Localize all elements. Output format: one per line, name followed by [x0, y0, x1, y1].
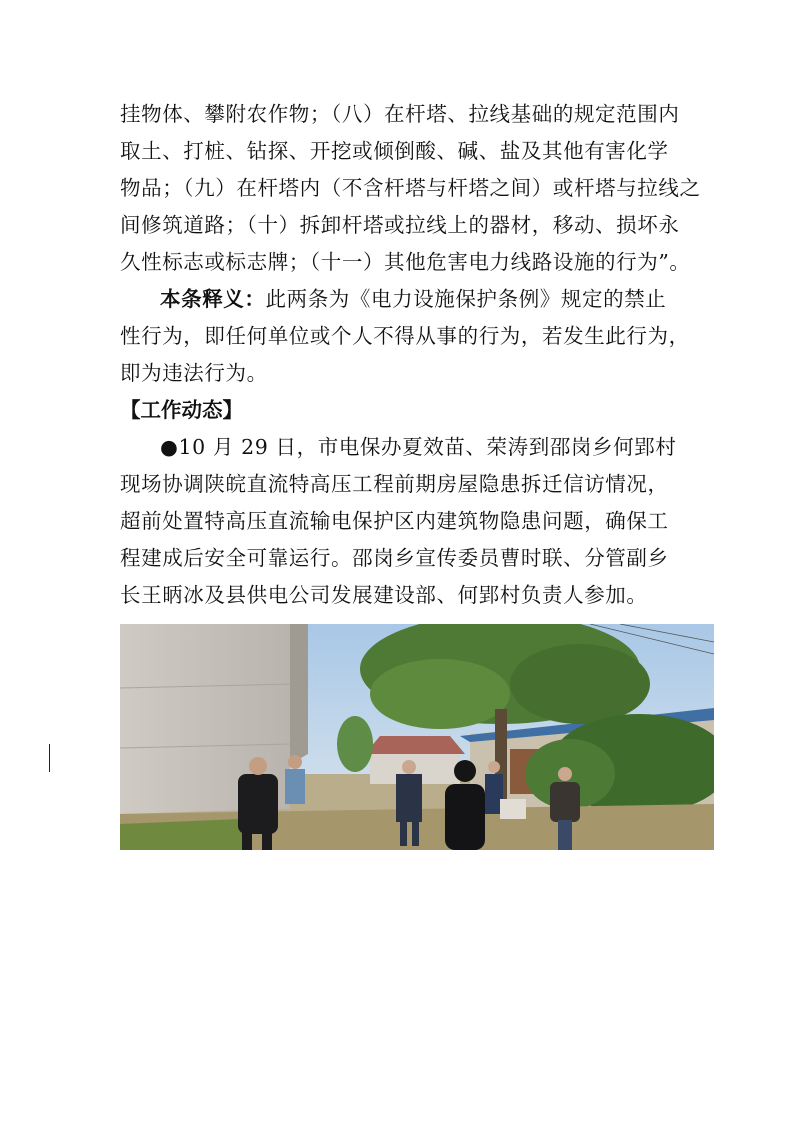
- news-text: 10 月 29 日，市电保办夏效苗、荣涛到邵岗乡何郢村: [178, 435, 677, 459]
- document-body: [120, 96, 701, 614]
- text-line: 即为违法行为。: [120, 361, 268, 385]
- site-visit-photo: [120, 624, 714, 850]
- bullet-icon: ●: [160, 435, 179, 459]
- text-cursor-mark: [49, 744, 50, 772]
- interpretation-label: 本条释义：: [160, 287, 266, 311]
- text-line: 挂物体、攀附农作物；（八）在杆塔、拉线基础的规定范围内: [120, 102, 680, 126]
- text-line: [120, 281, 680, 318]
- interpretation-text: 此两条为《电力设施保护条例》规定的禁止: [265, 287, 667, 311]
- interpretation-paragraph: [120, 281, 690, 392]
- text-line: 久性标志或标志牌；（十一）其他危害电力线路设施的行为”。: [120, 250, 691, 274]
- news-paragraph: [120, 429, 680, 614]
- text-line: 长王昞冰及县供电公司发展建设部、何郢村负责人参加。: [120, 583, 648, 607]
- text-line: 物品；（九）在杆塔内（不含杆塔与杆塔之间）或杆塔与拉线之: [120, 176, 701, 200]
- regulation-paragraph: [120, 96, 701, 281]
- text-line: 现场协调陕皖直流特高压工程前期房屋隐患拆迁信访情况，: [120, 472, 669, 496]
- text-line: [120, 429, 680, 466]
- text-line: 性行为，即任何单位或个人不得从事的行为，若发生此行为，: [120, 324, 690, 348]
- text-line: 超前处置特高压直流输电保护区内建筑物隐患问题，确保工: [120, 509, 669, 533]
- section-heading: 【工作动态】: [120, 398, 243, 422]
- text-line: 程建成后安全可靠运行。邵岗乡宣传委员曹时联、分管副乡: [120, 546, 669, 570]
- text-line: 取土、打桩、钻探、开挖或倾倒酸、碱、盐及其他有害化学: [120, 139, 669, 163]
- text-line: 间修筑道路；（十）拆卸杆塔或拉线上的器材，移动、损坏永: [120, 213, 680, 237]
